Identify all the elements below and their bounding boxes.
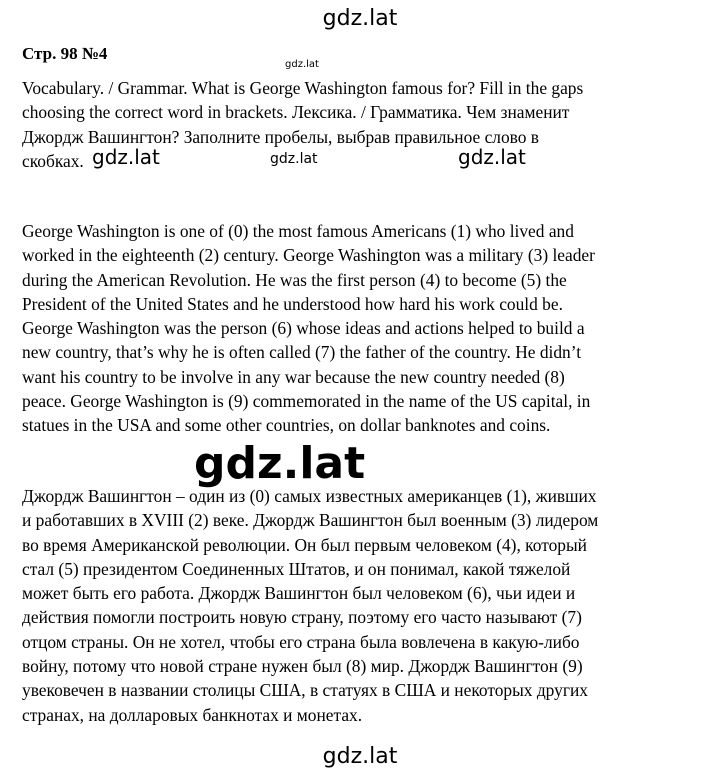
watermark-mid-right: gdz.lat [458,145,526,169]
watermark-bottom: gdz.lat [322,744,398,769]
russian-translation-text: Джордж Вашингтон – один из (0) самых известных американцев (1), живших и работавших в XVIII (2) веке. Джордж Вашингтон был военным (3) лидером во время Американской революции. Он был первым человеком (4), который стал (5) президентом Соединенных Штатов, и он понимал, какой тяжелой может быть его работа. Джордж Вашингтон был человеком (6), чьи идеи и действия помогли построить новую страну, поэтому его часто называют (7) отцом страны. Он не хотел, чтобы его страна была вовлечена в какую-либо войну, потому что новой стране нужен был (8) мир. Джордж Вашингтон (9) увековечен в названии столицы США, в статуях в США и некоторых других странах, на долларовых банкнотах и монетах. [22,486,599,725]
english-answer-text: George Washington is one of (0) the most famous Americans (1) who lived and worked in the eighteenth (2) century. George Washington was a military (3) leader during the American Revolution. He was the first person (4) to become (5) the President of the United States and he understood how hard his work could be. George Washington was the person (6) whose ideas and actions helped to build a new country, that’s why he is often called (7) the father of the country. He didn’t want his country to be involve in any war because the new country needed (8) peace. George Washington is (9) commemorated in the name of the US capital, in statues in the USA and some other countries, on dollar banknotes and coins. [22,221,595,436]
watermark-top: gdz.lat [322,6,398,31]
watermark-small: gdz.lat [285,59,319,70]
task-instructions: Vocabulary. / Grammar. What is George Washington famous for? Fill in the gaps choosing the correct word in brackets. Лексика. / Грамматика. Чем знаменит Джордж Вашингтон? Заполните пробелы, выбрав правильное слово в скобках. [22,78,584,171]
watermark-mid-center: gdz.lat [270,151,318,167]
page-heading: Стр. 98 №4 [22,44,108,63]
watermark-large: gdz.lat [194,438,366,489]
watermark-mid-left: gdz.lat [92,145,160,169]
